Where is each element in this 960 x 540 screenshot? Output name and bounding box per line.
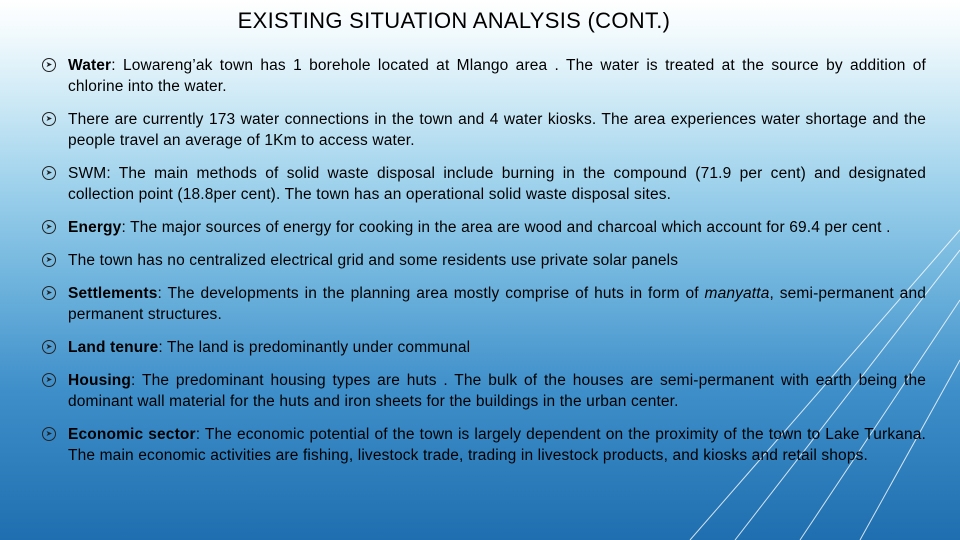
bullet-energy — [42, 217, 926, 238]
circled-arrow-right-icon: ➤ — [42, 340, 56, 354]
bullet-text — [68, 250, 926, 271]
bullet-label: Settlements — [68, 285, 158, 302]
bullet-body: The town has no centralized electrical grid and some residents use private solar panels — [68, 252, 679, 269]
bullet-body-before: : The developments in the planning area mostly comprise of huts in form of — [157, 285, 705, 302]
bullet-text — [68, 163, 926, 205]
bullet-text — [68, 283, 926, 325]
circled-arrow-right-icon: ➤ — [42, 166, 56, 180]
bullet-body: : The economic potential of the town is largely dependent on the proximity of the town to Lake Turkana. The main economic activities are fishing, livestock trade, trading in livestock products, and kiosks and retail shops. — [68, 426, 926, 464]
circled-arrow-right-icon: ➤ — [42, 286, 56, 300]
bullet-text — [68, 217, 926, 238]
bullet-body: There are currently 173 water connections in the town and 4 water kiosks. The area experiences water shortage and the people travel an average of 1Km to access water. — [68, 111, 926, 149]
bullet-label: Water — [68, 57, 112, 74]
bullet-label: Economic sector — [68, 426, 196, 443]
bullet-land-tenure — [42, 337, 926, 358]
circled-arrow-right-icon: ➤ — [42, 112, 56, 126]
bullet-text — [68, 370, 926, 412]
bullet-economic-sector — [42, 424, 926, 466]
bullet-label: Energy — [68, 219, 122, 236]
bullet-label: Land tenure — [68, 339, 159, 356]
bullet-text — [68, 55, 926, 97]
bullet-body-after: , semi-permanent and permanent structures. — [68, 285, 926, 323]
circled-arrow-right-icon: ➤ — [42, 427, 56, 441]
bullet-text — [68, 424, 926, 466]
bullet-water-connections — [42, 109, 926, 151]
bullet-italic: manyatta — [704, 285, 770, 302]
bullet-body: : The land is predominantly under communal — [158, 339, 471, 356]
bullet-body: : The major sources of energy for cooking in the area are wood and charcoal which account for 69.4 per cent . — [121, 219, 891, 236]
bullet-settlements — [42, 283, 926, 325]
circled-arrow-right-icon: ➤ — [42, 220, 56, 234]
bullet-label: Housing — [68, 372, 132, 389]
bullet-body: : The predominant housing types are huts . The bulk of the houses are semi-permanent with earth being the dominant wall material for the huts and iron sheets for the buildings in the urban center. — [68, 372, 926, 410]
bullet-water — [42, 55, 926, 97]
bullet-body: : Lowareng’ak town has 1 borehole located at Mlango area . The water is treated at the source by addition of chlorine into the water. — [68, 57, 926, 95]
bullet-housing — [42, 370, 926, 412]
bullet-text — [68, 337, 926, 358]
bullet-swm — [42, 163, 926, 205]
bullet-text — [68, 109, 926, 151]
bullet-electricity — [42, 250, 926, 271]
circled-arrow-right-icon: ➤ — [42, 373, 56, 387]
bullet-list — [42, 55, 926, 478]
circled-arrow-right-icon: ➤ — [42, 253, 56, 267]
circled-arrow-right-icon: ➤ — [42, 58, 56, 72]
bullet-body: SWM: The main methods of solid waste disposal include burning in the compound (71.9 per cent) and designated collection point (18.8per cent). The town has an operational solid waste disposal sites. — [68, 165, 926, 203]
slide-title: EXISTING SITUATION ANALYSIS (CONT.) — [237, 8, 671, 33]
